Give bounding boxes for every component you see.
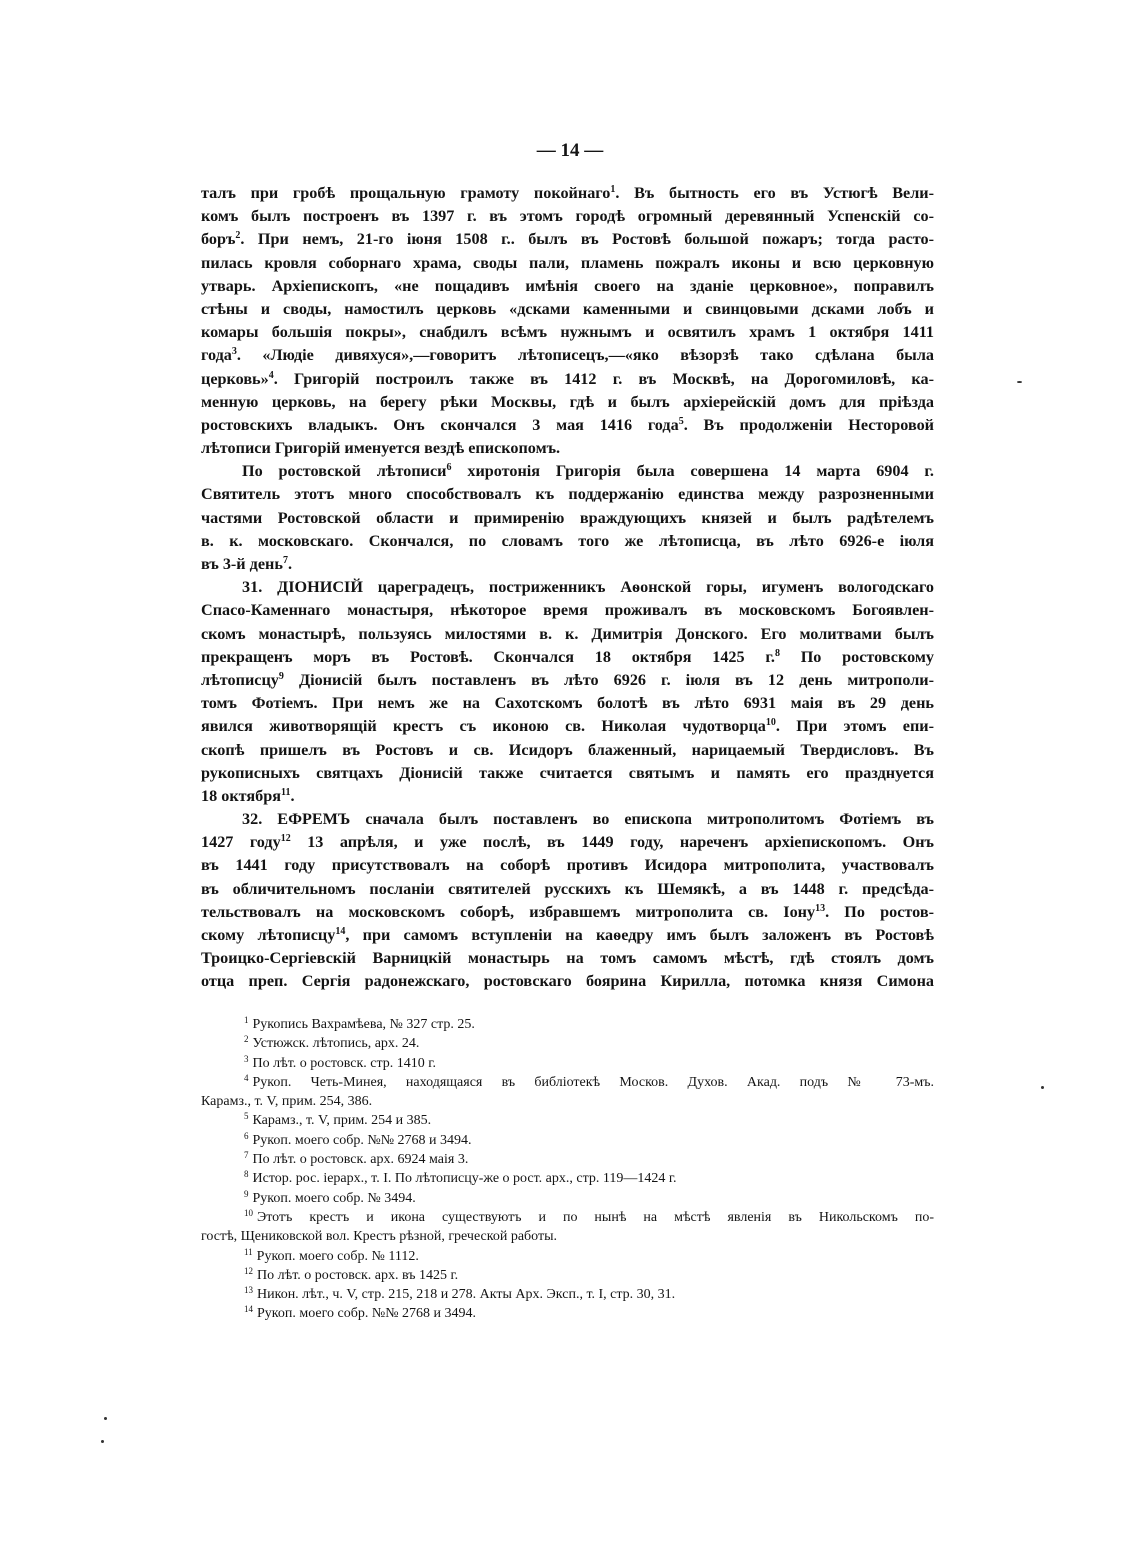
footnote <box>201 1189 934 1208</box>
footnote-ref: 6 <box>446 462 452 474</box>
text-line <box>201 878 934 901</box>
text-line <box>201 298 934 321</box>
footnote <box>201 1266 934 1285</box>
line-text-tail: . <box>287 555 292 573</box>
footnote-text: Этотъ крестъ и икона существуютъ и по нынѣ на мѣстѣ явленія въ Никольскомъ по- <box>257 1209 934 1225</box>
text-line <box>201 762 934 785</box>
line-text: скопѣ пришелъ въ Ростовъ и св. Исидоръ блаженный, нарицаемый Твердисловъ. Въ <box>201 740 934 759</box>
line-text: комары большія покры», снабдилъ всѣмъ нужнымъ и освятилъ храмъ 1 октября 1411 <box>201 323 934 342</box>
line-text: 1427 году <box>201 833 281 852</box>
line-text: менную церковь, на берегу рѣки Москвы, гдѣ и былъ архіерейскій домъ для пріѣзда <box>201 392 934 411</box>
text-line <box>201 692 934 715</box>
line-text-tail: . При немъ, 21-го іюня 1508 г.. былъ въ Ростовѣ большой пожаръ; тогда расто- <box>240 230 934 249</box>
text-line <box>201 182 934 205</box>
line-text: комъ былъ построенъ въ 1397 г. въ этомъ городѣ огромный деревянный Успенскій со- <box>201 207 934 226</box>
line-text: боръ <box>201 230 236 249</box>
footnote <box>201 1015 934 1034</box>
line-text-tail: . При этомъ епи- <box>775 717 934 736</box>
footnote <box>201 1169 934 1188</box>
footnote <box>201 1131 934 1150</box>
text-line <box>201 599 934 622</box>
text-line <box>201 646 934 669</box>
line-text: томъ Фотіемъ. При немъ же на Сахотскомъ болотѣ въ лѣто 6931 маія въ 29 день <box>201 694 934 713</box>
line-text-tail: По ростовскому <box>779 647 934 666</box>
line-text: стѣны и своды, намостилъ церковь «дсками каменными и свинцовыми дсками лобъ и <box>201 299 934 318</box>
text-line <box>201 715 934 738</box>
text-line <box>201 553 934 576</box>
footnote-number: 6 <box>244 1130 249 1141</box>
text-line <box>201 924 934 947</box>
footnote <box>201 1073 934 1092</box>
text-line <box>201 507 934 530</box>
line-text-tail: . <box>290 786 295 805</box>
text-line <box>201 460 934 483</box>
text-line <box>201 947 934 970</box>
line-text: отца преп. Сергія радонежскаго, ростовскаго боярина Кирилла, потомка князя Симона <box>201 972 934 991</box>
text-line <box>201 437 934 460</box>
line-text: ростовскихъ владыкъ. Онъ скончался 3 мая 1416 года <box>201 415 679 434</box>
line-text-tail: 13 апрѣля, и уже послѣ, въ 1449 году, нареченъ архіепископомъ. Онъ <box>290 833 934 852</box>
scan-speck <box>1041 1086 1044 1089</box>
footnote <box>201 1034 934 1053</box>
line-text-tail: Діонисій былъ поставленъ въ лѣто 6926 г. іюля въ 12 день митрополи- <box>283 670 934 689</box>
text-line <box>201 414 934 437</box>
line-text: частями Ростовской области и примиренію враждующихъ князей и былъ радѣтелемъ <box>201 508 934 527</box>
scan-speck <box>1017 381 1022 383</box>
footnote <box>201 1247 934 1266</box>
line-text: 32. ЕФРЕМЪ сначала былъ поставленъ во епископа митрополитомъ Фотіемъ въ <box>242 810 934 829</box>
footnote <box>201 1150 934 1169</box>
line-text-tail: . По ростов- <box>825 902 934 921</box>
footnote-number: 4 <box>244 1072 249 1083</box>
line-text: пилась кровля соборнаго храма, своды пали, пламень пожралъ иконы и всю церковную <box>201 253 934 272</box>
line-text-tail: хиротонія Григорія была совершена 14 марта 6904 г. <box>451 462 934 481</box>
page-number: — 14 — <box>536 140 604 161</box>
footnote <box>201 1054 934 1073</box>
footnote-text: Карамз., т. V, прим. 254 и 385. <box>252 1113 432 1129</box>
footnote-number: 8 <box>244 1169 249 1180</box>
line-text-tail: . Въ бытность его въ Устюгѣ Вели- <box>615 184 934 202</box>
footnote <box>201 1227 934 1246</box>
footnote-ref: 7 <box>282 555 288 566</box>
footnote-text: Устюжск. лѣтопись, арх. 24. <box>252 1036 420 1052</box>
line-text: скомъ монастырѣ, пользуясь милостями в. к. Димитрія Донского. Его молитвами былъ <box>201 624 934 643</box>
line-text: явился животворящій крестъ съ иконою св. Николая чудотворца <box>201 717 766 736</box>
text-line <box>201 854 934 877</box>
line-text: церковь» <box>201 369 269 388</box>
footnote-text: По лѣт. о ростовск. арх. 6924 маія 3. <box>252 1152 469 1168</box>
text-line <box>201 970 934 993</box>
text-line <box>201 576 934 599</box>
footnotes <box>201 1015 934 1324</box>
footnote <box>201 1285 934 1304</box>
footnote-ref: 5 <box>678 415 684 427</box>
footnote-number: 14 <box>244 1304 253 1315</box>
footnote-number: 3 <box>244 1053 249 1064</box>
text-line <box>201 321 934 344</box>
text-line <box>201 368 934 391</box>
footnote-ref: 2 <box>235 230 241 242</box>
text-line <box>201 785 934 808</box>
main-text <box>201 182 934 994</box>
footnote-text: Никон. лѣт., ч. V, стр. 215, 218 и 278. Акты Арх. Эксп., т. I, стр. 30, 31. <box>257 1287 676 1303</box>
footnote-ref: 14 <box>335 926 346 937</box>
line-text: утварь. Архіепископъ, «не пощадивъ имѣнія своего на зданіе церковное», поправилъ <box>201 276 934 295</box>
line-text: лѣтописцу <box>201 670 279 689</box>
line-text: рукописныхъ святцахъ Діонисій также считается святымъ и память его празднуется <box>201 763 934 782</box>
footnote-ref: 9 <box>278 670 284 682</box>
text-line <box>201 228 934 251</box>
text-line <box>201 831 934 854</box>
line-text: лѣтописи Григорій именуется вездѣ епископомъ. <box>201 439 561 458</box>
footnote-text: По лѣт. о ростовск. арх. въ 1425 г. <box>257 1267 459 1283</box>
footnote-ref: 1 <box>610 184 616 195</box>
text-line <box>201 901 934 924</box>
footnote-number: 5 <box>244 1111 249 1122</box>
footnote-ref: 4 <box>268 369 274 381</box>
footnote-number: 2 <box>244 1034 249 1045</box>
text-line <box>201 391 934 414</box>
line-text: Спасо-Каменнаго монастыря, нѣкоторое время проживалъ въ московскомъ Богоявлен- <box>201 601 934 620</box>
scan-speck <box>101 1440 104 1443</box>
footnote-text: гостѣ, Щениковской вол. Крестъ рѣзной, греческой работы. <box>201 1229 558 1245</box>
line-text-tail: , при самомъ вступленіи на каѳедру имъ былъ заложенъ въ Ростовѣ <box>345 926 934 944</box>
footnote-text: Карамз., т. V, прим. 254, 386. <box>201 1094 373 1110</box>
footnote-text: По лѣт. о ростовск. стр. 1410 г. <box>252 1055 436 1071</box>
text-line <box>201 275 934 298</box>
line-text: года <box>201 346 232 365</box>
footnote-text: Рукоп. моего собр. № 1112. <box>256 1248 419 1264</box>
footnote-text: Истор. рос. іерарх., т. I. По лѣтописцу-же о рост. арх., стр. 119—1424 г. <box>252 1171 677 1187</box>
text-line <box>201 205 934 228</box>
footnote-ref: 13 <box>815 902 826 914</box>
line-text: По ростовской лѣтописи <box>242 462 447 481</box>
footnote <box>201 1304 934 1323</box>
line-text: Троицко-Сергіевскій Варницкій монастырь на томъ самомъ мѣстѣ, гдѣ стоялъ домъ <box>201 949 934 968</box>
line-text: Святитель этотъ много способствовалъ къ поддержанію единства между разрозненными <box>201 485 934 504</box>
footnote-number: 7 <box>244 1150 249 1161</box>
text-line <box>201 530 934 553</box>
text-line <box>201 483 934 506</box>
line-text: въ обличительномъ посланіи святителей русскихъ къ Шемякѣ, а въ 1448 г. предсѣда- <box>201 879 934 898</box>
line-text-tail: . Въ продолженіи Несторовой <box>683 415 934 434</box>
text-line <box>201 344 934 367</box>
line-text: 18 октября <box>201 786 282 805</box>
line-text: въ 1441 году присутствовалъ на соборѣ противъ Исидора митрополита, участвовалъ <box>201 856 934 875</box>
footnote-text: Рукопись Вахрамѣева, № 327 стр. 25. <box>252 1017 475 1032</box>
footnote <box>201 1208 934 1227</box>
footnote <box>201 1111 934 1130</box>
line-text: скому лѣтописцу <box>201 926 336 944</box>
footnote <box>201 1092 934 1111</box>
line-text-tail: . Григорій построилъ также въ 1412 г. въ Москвѣ, на Дорогомиловѣ, ка- <box>273 369 934 388</box>
footnote-text: Рукоп. моего собр. №№ 2768 и 3494. <box>257 1306 477 1322</box>
scan-speck <box>104 1417 107 1420</box>
footnote-number: 12 <box>244 1265 253 1276</box>
line-text: в. к. московскаго. Скончался, по словамъ того же лѣтописца, въ лѣто 6926-е іюля <box>201 531 934 550</box>
footnote-ref: 11 <box>281 786 291 798</box>
footnote-ref: 3 <box>231 346 237 358</box>
text-line <box>201 623 934 646</box>
line-text: тельствовалъ на московскомъ соборѣ, избравшемъ митрополита св. Іону <box>201 902 816 921</box>
text-line <box>201 808 934 831</box>
footnote-number: 9 <box>244 1188 249 1199</box>
footnote-number: 11 <box>244 1246 253 1257</box>
line-text: 31. ДІОНИСІЙ цареградецъ, постриженникъ Аѳонской горы, игуменъ вологодскаго <box>242 578 934 597</box>
text-line <box>201 739 934 762</box>
text-line <box>201 669 934 692</box>
footnote-number: 1 <box>244 1015 249 1025</box>
footnote-number: 13 <box>244 1285 253 1296</box>
footnote-ref: 8 <box>774 647 780 659</box>
footnote-number: 10 <box>244 1207 253 1218</box>
footnote-ref: 10 <box>765 717 776 729</box>
footnote-text: Рукоп. моего собр. № 3494. <box>252 1190 416 1206</box>
footnote-ref: 12 <box>280 833 291 845</box>
line-text: въ 3-й день <box>201 555 283 573</box>
line-text: прекращенъ моръ въ Ростовѣ. Скончался 18 октября 1425 г. <box>201 647 775 666</box>
footnote-text: Рукоп. Четь-Минея, находящаяся въ библіотекѣ Москов. Духов. Акад. подъ № 73-мъ. <box>252 1074 934 1090</box>
text-line <box>201 252 934 275</box>
footnote-text: Рукоп. моего собр. №№ 2768 и 3494. <box>252 1132 472 1148</box>
line-text: талъ при гробѣ прощальную грамоту покойнаго <box>201 184 611 202</box>
line-text-tail: . «Людіе дивяхуся»,—говоритъ лѣтописецъ,—«яко вѣзорзѣ тако сдѣлана была <box>236 346 934 365</box>
